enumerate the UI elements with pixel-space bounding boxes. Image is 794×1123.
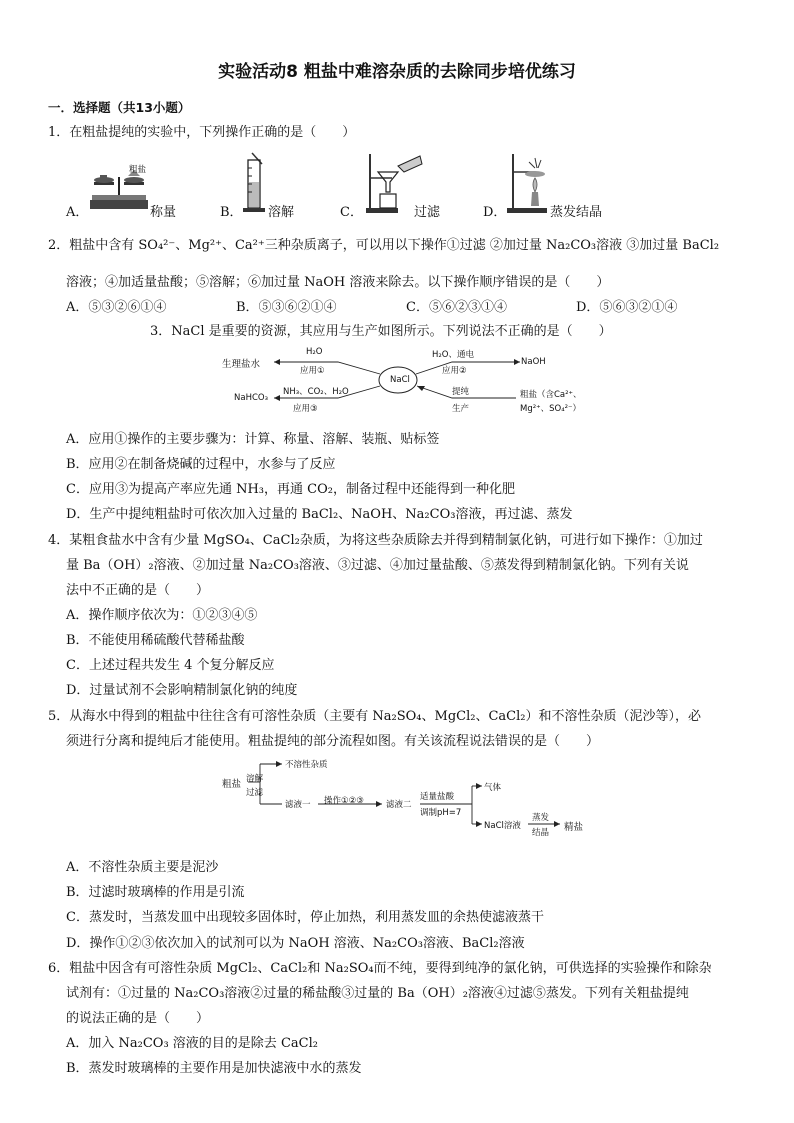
q6-line2: 试剂有：①过量的 Na₂CO₃溶液②过量的稀盐酸③过量的 Ba（OH）₂溶液④过滤⑤蒸发。下列有关粗盐提纯 xyxy=(66,986,689,1001)
purify-label: 提纯 xyxy=(452,387,470,397)
q3-stem: 3．NaCl 是重要的资源，其应用与生产如图所示。下列说法不正确的是（ ） xyxy=(150,324,612,339)
flow-evaporate: 蒸发 xyxy=(532,813,550,823)
production-label: 生产 xyxy=(452,404,470,414)
cylinder-figure xyxy=(240,150,270,216)
product-naoh: NaOH xyxy=(521,357,546,367)
flow-hcl: 适量盐酸 xyxy=(420,792,455,802)
q3-option-a: A．应用①操作的主要步骤为：计算、称量、溶解、装瓶、贴标签 xyxy=(66,432,440,447)
q5-option-b: B．过滤时玻璃棒的作用是引流 xyxy=(66,885,245,900)
q6-option-b: B．蒸发时玻璃棒的主要作用是加快滤液中水的蒸发 xyxy=(66,1061,362,1076)
q4-option-d: D．过量试剂不会影响精制氯化钠的纯度 xyxy=(66,683,298,698)
q1-option-c-letter: C． xyxy=(340,205,363,220)
q6-line3: 的说法正确的是（ ） xyxy=(66,1011,210,1026)
flow-operations: 操作①②③ xyxy=(324,796,364,806)
flow-ph: 调制pH=7 xyxy=(420,808,462,818)
page-title: 实验活动8 粗盐中难溶杂质的去除同步培优练习 xyxy=(218,62,576,82)
q2-option-d: D．⑤⑥③②①④ xyxy=(576,300,678,315)
nacl-center: NaCl xyxy=(390,375,410,385)
q2-option-a: A．⑤③②⑥①④ xyxy=(66,300,167,315)
q6-line1: 6．粗盐中因含有可溶性杂质 MgCl₂、CaCl₂和 Na₂SO₄而不纯，要得到纯净的氯化钠，可供选择的实验操作和除杂 xyxy=(48,961,712,976)
q3-option-d: D．生产中提纯粗盐时可依次加入过量的 BaCl₂、NaOH、Na₂CO₃溶液，再过滤、蒸发 xyxy=(66,507,573,522)
application-1: 应用① xyxy=(300,366,325,376)
q5-line1: 5．从海水中得到的粗盐中往往含有可溶性杂质（主要有 Na₂SO₄、MgCl₂、CaCl₂）和不溶性杂质（泥沙等），必 xyxy=(48,709,701,724)
q4-option-b: B．不能使用稀硫酸代替稀盐酸 xyxy=(66,633,245,648)
product-physiological-saline: 生理盐水 xyxy=(222,359,261,370)
q4-option-a: A．操作顺序依次为：①②③④⑤ xyxy=(66,608,258,623)
evaporation-figure xyxy=(505,150,553,216)
q5-line2: 须进行分离和提纯后才能使用。粗盐提纯的部分流程如图。有关该流程说法错误的是（ ） xyxy=(66,734,600,749)
q4-line1: 4．某粗食盐水中含有少量 MgSO₄、CaCl₂杂质，为将这些杂质除去并得到精制氯化钠，可进行如下操作：①加过 xyxy=(48,533,703,548)
flow-refined-salt: 精盐 xyxy=(564,822,584,833)
balance-label: 粗盐 xyxy=(129,165,147,175)
reagent-h2o: H₂O xyxy=(306,347,323,357)
q3-option-c: C．应用③为提高产率应先通 NH₃，再通 CO₂，制备过程中还能得到一种化肥 xyxy=(66,482,515,497)
crude-salt-source-2: Mg²⁺、SO₄²⁻） xyxy=(520,404,582,414)
flow-insoluble: 不溶性杂质 xyxy=(285,760,328,770)
q2-option-b: B．⑤③⑥②①④ xyxy=(236,300,337,315)
q4-line2: 量 Ba（OH）₂溶液、②加过量 Na₂CO₃溶液、③过滤、④加过量盐酸、⑤蒸发得到精制氯化钠。下列有关说 xyxy=(66,558,689,573)
flow-gas: 气体 xyxy=(484,783,502,793)
q3-option-b: B．应用②在制备烧碱的过程中，水参与了反应 xyxy=(66,457,336,472)
q4-option-c: C．上述过程共发生 4 个复分解反应 xyxy=(66,658,275,673)
flow-filtrate-2: 滤液二 xyxy=(386,800,412,810)
flow-nacl-solution: NaCl溶液 xyxy=(484,821,521,831)
flow-crystallize: 结晶 xyxy=(532,828,550,838)
q2-option-c: C．⑤⑥②③①④ xyxy=(406,300,507,315)
reagent-nh3-co2: NH₃、CO₂、H₂O xyxy=(283,387,349,397)
flow-filter: 过滤 xyxy=(246,788,264,798)
flow-filtrate-1: 滤液一 xyxy=(285,800,311,810)
flow-crude-salt: 粗盐 xyxy=(222,779,242,790)
q5-option-d: D．操作①②③依次加入的试剂可以为 NaOH 溶液、Na₂CO₃溶液、BaCl₂溶液 xyxy=(66,936,525,951)
q1-option-d-letter: D． xyxy=(483,205,507,220)
q5-option-a: A．不溶性杂质主要是泥沙 xyxy=(66,860,219,875)
product-nahco3: NaHCO₃ xyxy=(234,393,268,403)
flow-dissolve: 溶解 xyxy=(246,774,264,784)
q2-line1: 2．粗盐中含有 SO₄²⁻、Mg²⁺、Ca²⁺三种杂质离子，可以用以下操作①过滤 ②加过量 Na₂CO₃溶液 ③加过量 BaCl₂ xyxy=(48,238,720,253)
q1-option-b-letter: B． xyxy=(220,205,243,220)
q4-line3: 法中不正确的是（ ） xyxy=(66,583,210,598)
q1-option-a-letter: A． xyxy=(66,205,89,220)
q1-option-d-label: 蒸发结晶 xyxy=(550,205,603,220)
section-heading: 一．选择题（共13小题） xyxy=(48,100,191,115)
reagent-electrolysis: H₂O、通电 xyxy=(432,350,474,360)
crude-salt-source-1: 粗盐（含Ca²⁺、 xyxy=(520,390,582,400)
q1-option-a-label: 称量 xyxy=(150,205,177,220)
application-2: 应用② xyxy=(442,366,467,376)
q5-option-c: C．蒸发时，当蒸发皿中出现较多固体时，停止加热，利用蒸发皿的余热使滤液蒸干 xyxy=(66,910,544,925)
q1-option-c-label: 过滤 xyxy=(414,205,441,220)
q6-option-a: A．加入 Na₂CO₃ 溶液的目的是除去 CaCl₂ xyxy=(66,1036,318,1051)
q1-stem: 1．在粗盐提纯的实验中，下列操作正确的是（ ） xyxy=(48,125,356,140)
q1-option-b-label: 溶解 xyxy=(268,205,295,220)
q2-line2: 溶液；④加适量盐酸；⑤溶解；⑥加过量 NaOH 溶液来除去。以下操作顺序错误的是（ ） xyxy=(66,275,610,290)
application-3: 应用③ xyxy=(293,404,318,414)
